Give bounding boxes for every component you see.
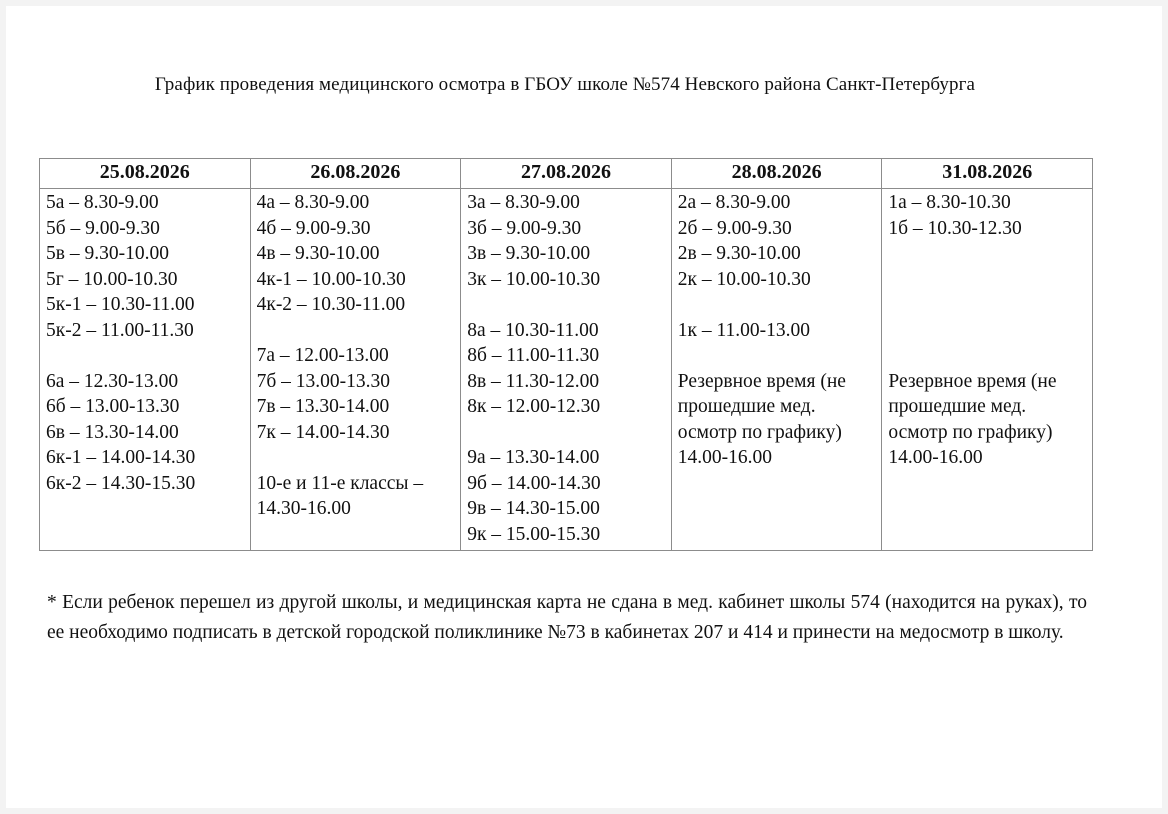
schedule-line: 5в – 9.30-10.00 — [46, 243, 169, 264]
schedule-line — [888, 318, 1086, 344]
schedule-line: 8а – 10.30-11.00 — [467, 319, 599, 341]
schedule-line — [678, 292, 876, 318]
schedule-line — [888, 292, 1086, 318]
schedule-line — [888, 241, 1086, 267]
schedule-line: 4б – 9.00-9.30 — [256, 217, 371, 239]
schedule-line: 6а – 12.30-13.00 — [46, 370, 179, 392]
schedule-line: 1к – 11.00-13.00 — [677, 319, 811, 341]
schedule-line: прошедшие мед. — [677, 396, 816, 417]
schedule-line: 9б – 14.00-14.30 — [467, 472, 601, 494]
schedule-line: 8б – 11.00-11.30 — [467, 345, 600, 366]
schedule-line: 1б – 10.30-12.30 — [888, 217, 1022, 239]
date-header: 26.08.2026 — [250, 159, 461, 189]
schedule-line: 8в – 11.30-12.00 — [467, 370, 600, 392]
schedule-cell — [461, 189, 672, 551]
schedule-line: 3б – 9.00-9.30 — [467, 217, 582, 239]
schedule-line: 14.00-16.00 — [677, 447, 773, 468]
table-header-row — [40, 159, 1093, 189]
schedule-line: 7б – 13.00-13.30 — [256, 370, 391, 392]
schedule-line: 7а – 12.00-13.00 — [256, 345, 389, 366]
schedule-line: осмотр по графику) — [888, 421, 1053, 443]
schedule-line: 7к – 14.00-14.30 — [256, 421, 390, 443]
schedule-line: 9в – 14.30-15.00 — [467, 498, 600, 519]
schedule-line: 1а – 8.30-10.30 — [888, 192, 1011, 213]
schedule-line — [467, 420, 665, 446]
schedule-line: осмотр по графику) — [677, 421, 842, 443]
schedule-line: 6б – 13.00-13.30 — [46, 396, 180, 417]
schedule-line: 5к-2 – 11.00-11.30 — [46, 319, 194, 341]
schedule-line: 5а – 8.30-9.00 — [46, 192, 159, 213]
document-title: График проведения медицинского осмотра в ГБОУ школе №574 Невского района Санкт-Петербурга — [154, 74, 976, 95]
schedule-line: прошедшие мед. — [888, 396, 1027, 417]
schedule-cell — [882, 189, 1093, 551]
schedule-line — [888, 267, 1086, 293]
schedule-table — [39, 158, 1093, 551]
date-header: 31.08.2026 — [882, 159, 1093, 189]
schedule-line: 2в – 9.30-10.00 — [677, 243, 801, 264]
schedule-line: 4а – 8.30-9.00 — [256, 192, 370, 213]
schedule-line: 6к-2 – 14.30-15.30 — [46, 472, 196, 494]
schedule-line: 10-е и 11-е классы – — [256, 472, 424, 494]
date-header: 28.08.2026 — [671, 159, 882, 189]
schedule-line — [257, 318, 455, 344]
schedule-line: 3а – 8.30-9.00 — [467, 192, 580, 213]
date-header: 27.08.2026 — [461, 159, 672, 189]
schedule-line: 4в – 9.30-10.00 — [256, 243, 380, 264]
date-header: 25.08.2026 — [40, 159, 251, 189]
schedule-line: 4к-1 – 10.00-10.30 — [256, 268, 406, 290]
schedule-line: 3в – 9.30-10.00 — [467, 243, 591, 264]
schedule-line: 4к-2 – 10.30-11.00 — [256, 294, 406, 315]
table-row — [40, 189, 1093, 551]
schedule-line: 9а – 13.30-14.00 — [467, 447, 600, 468]
schedule-line — [467, 292, 665, 318]
schedule-line: Резервное время (не — [888, 370, 1057, 392]
schedule-line: 6в – 13.30-14.00 — [46, 421, 179, 443]
schedule-line: 7в – 13.30-14.00 — [256, 396, 390, 417]
schedule-line: 2б – 9.00-9.30 — [677, 217, 792, 239]
schedule-line: 8к – 12.00-12.30 — [467, 396, 601, 417]
schedule-line: 5б – 9.00-9.30 — [46, 217, 160, 239]
schedule-line: 9к – 15.00-15.30 — [467, 523, 601, 545]
schedule-line: 2а – 8.30-9.00 — [677, 192, 791, 213]
schedule-cell — [671, 189, 882, 551]
schedule-line: 5к-1 – 10.30-11.00 — [46, 294, 195, 315]
schedule-line: 14.00-16.00 — [888, 447, 983, 468]
schedule-line: 3к – 10.00-10.30 — [467, 268, 601, 290]
schedule-line — [257, 445, 455, 471]
schedule-line: 6к-1 – 14.00-14.30 — [46, 447, 196, 468]
schedule-line: 2к – 10.00-10.30 — [677, 268, 811, 290]
schedule-line: Резервное время (не — [677, 370, 846, 392]
schedule-line: 5г – 10.00-10.30 — [46, 268, 178, 290]
schedule-line — [678, 343, 876, 369]
schedule-cell — [250, 189, 461, 551]
schedule-line — [46, 343, 244, 369]
schedule-line: 14.30-16.00 — [256, 498, 351, 519]
schedule-line — [888, 343, 1086, 369]
schedule-cell — [40, 189, 251, 551]
footnote: * Если ребенок перешел из другой школы, и медицинская карта не сдана в мед. кабинет школы 574 (находится на руках), то ее необходимо подписать в детской городской поликлинике №73 в кабинетах 207 и 414 и принести на медосмотр в школу. — [47, 592, 1087, 643]
